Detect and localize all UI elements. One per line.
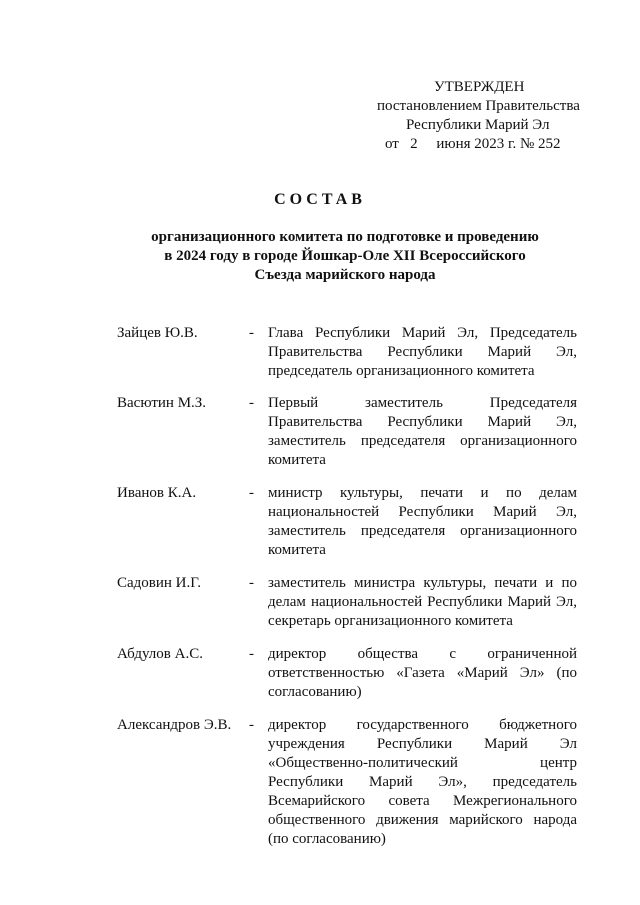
approval-republic-line: Республики Марий Эл <box>406 117 550 133</box>
member-dash: - <box>249 485 254 501</box>
member-dash: - <box>249 646 254 662</box>
member-role: директор общества с ограниченной ответственностью «Газета «Марий Эл» (по согласованию) <box>268 646 577 700</box>
member-role: Первый заместитель Председателя Правительства Республики Марий Эл, заместитель председателя организационного комитета <box>268 395 577 468</box>
member-name: Александров Э.В. <box>117 717 232 733</box>
subtitle-line: Съезда марийского народа <box>254 267 436 283</box>
approval-heading: УТВЕРЖДЕН <box>434 79 525 95</box>
member-role: министр культуры, печати и по делам национальностей Республики Марий Эл, заместитель председателя организационного комитета <box>268 485 577 558</box>
subtitle-line: организационного комитета по подготовке и проведению <box>151 229 539 245</box>
member-name: Иванов К.А. <box>117 485 197 501</box>
member-dash: - <box>249 575 254 591</box>
member-row <box>117 645 577 702</box>
document-subtitle <box>140 228 550 285</box>
member-name: Зайцев Ю.В. <box>117 325 198 341</box>
member-row <box>117 324 577 381</box>
approval-block <box>376 78 616 154</box>
approval-date-number: от 2 июня 2023 г. № 252 <box>385 136 561 152</box>
member-dash: - <box>249 325 254 341</box>
member-name: Абдулов А.С. <box>117 646 203 662</box>
member-name: Васютин М.З. <box>117 395 207 411</box>
member-row <box>117 484 577 560</box>
member-dash: - <box>249 717 254 733</box>
member-row <box>117 716 577 849</box>
approval-decree-line: постановлением Правительства <box>377 98 580 114</box>
committee-members-list <box>117 324 577 849</box>
member-row <box>117 574 577 631</box>
member-role: директор государственного бюджетного учреждения Республики Марий Эл «Общественно-политический центр Республики Марий Эл», председатель Всемарийского совета Межрегионального общественного движения марийского народа (по согласованию) <box>268 717 577 847</box>
member-role: Глава Республики Марий Эл, Председатель Правительства Республики Марий Эл, председатель организационного комитета <box>268 325 577 379</box>
member-row <box>117 394 577 470</box>
member-name: Садовин И.Г. <box>117 575 201 591</box>
subtitle-line: в 2024 году в городе Йошкар-Оле XII Всероссийского <box>164 248 526 264</box>
member-dash: - <box>249 395 254 411</box>
document-title: СОСТАВ <box>274 191 366 208</box>
member-role: заместитель министра культуры, печати и по делам национальностей Республики Марий Эл, секретарь организационного комитета <box>268 575 577 629</box>
